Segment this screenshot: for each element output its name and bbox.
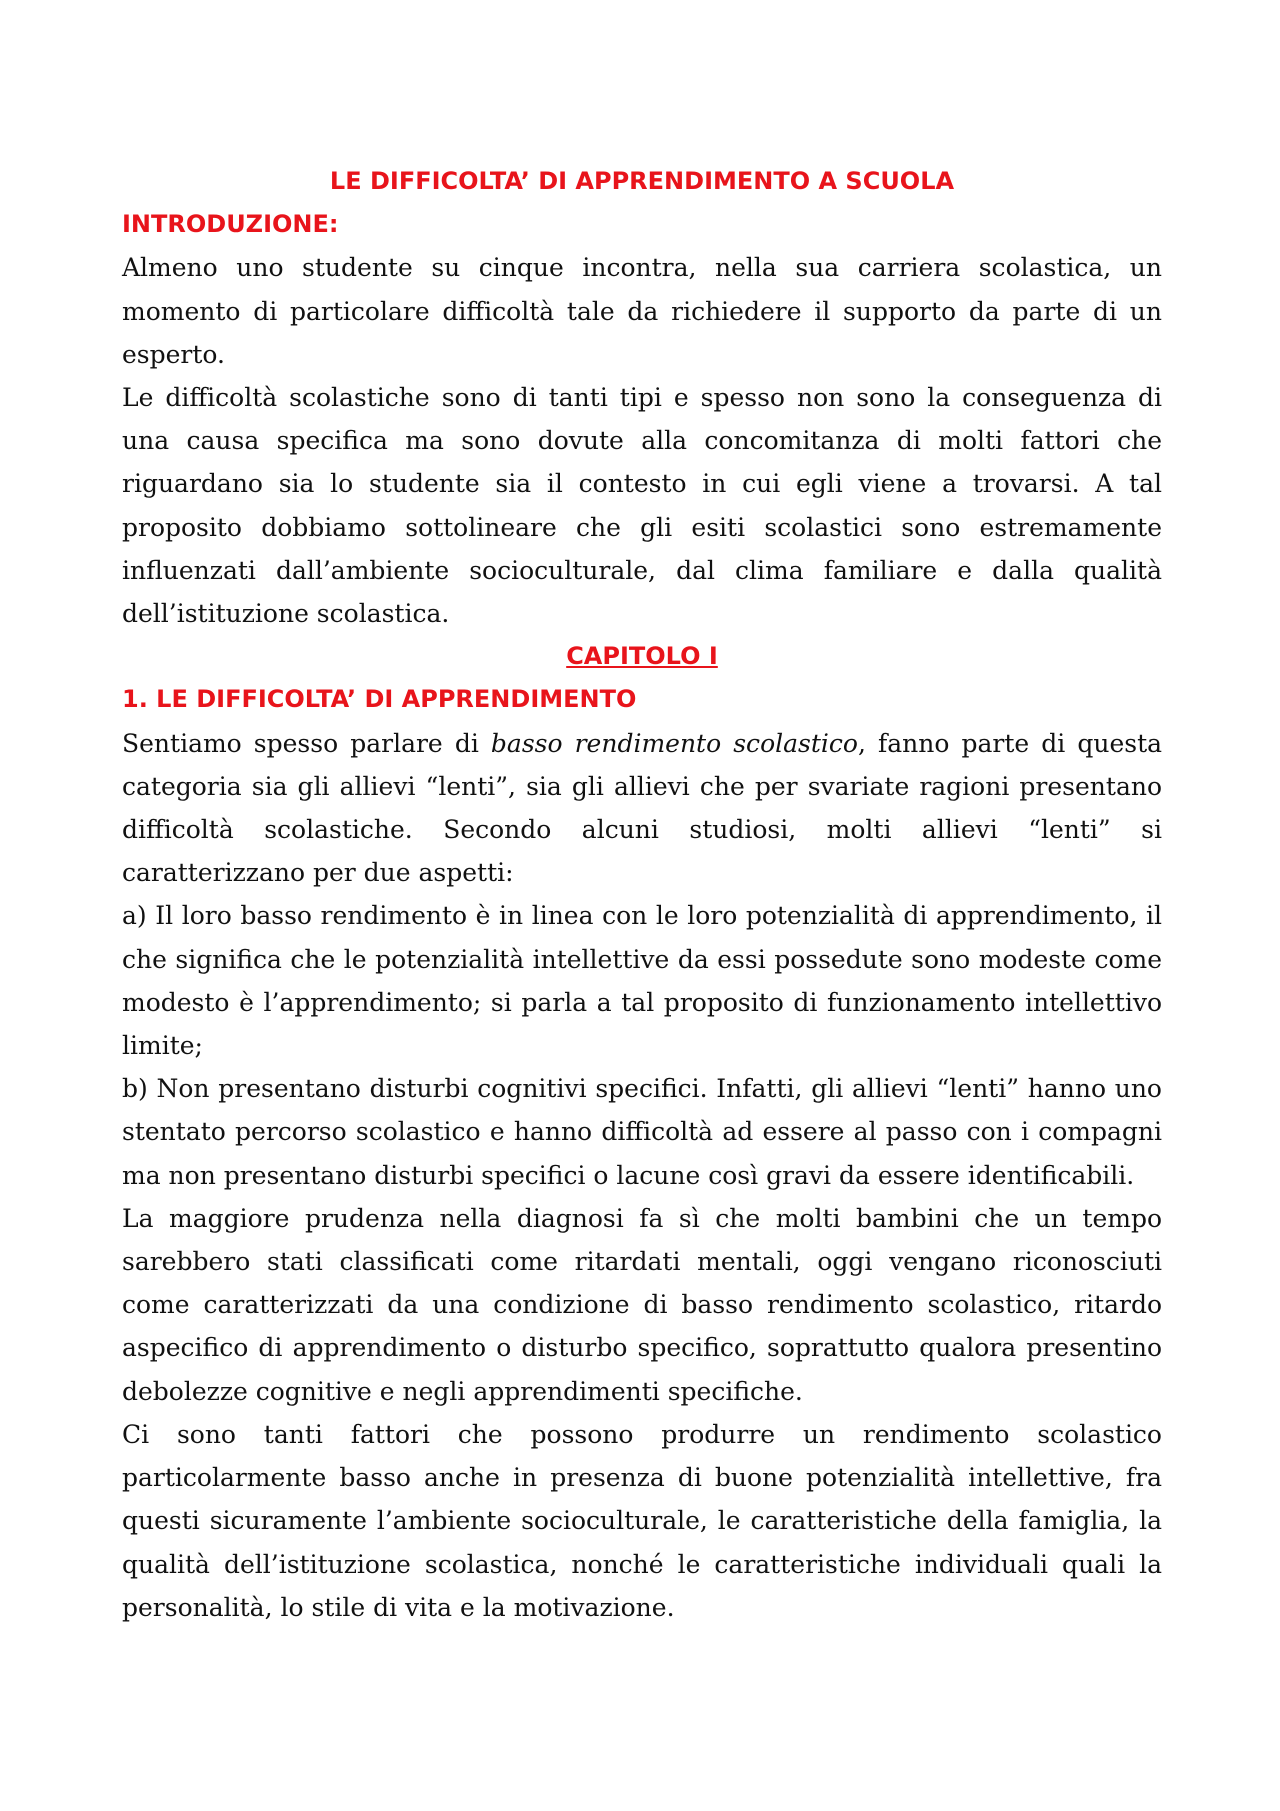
document-page	[122, 160, 1162, 1629]
section-paragraph-3: Ci sono tanti fattori che possono produrre un rendimento scolastico particolarmente basso anche in presenza di buone potenzialità intellettive, fra questi sicuramente l’ambiente socioculturale, le caratteristiche della famiglia, la qualità dell’istituzione scolastica, nonché le caratteristiche individuali quali la personalità, lo stile di vita e la motivazione.	[122, 1419, 1162, 1622]
italic-term: basso rendimento scolastico	[490, 728, 858, 758]
section-paragraph-2: La maggiore prudenza nella diagnosi fa sì che molti bambini che un tempo sarebbero stati classificati come ritardati mentali, oggi vengano riconosciuti come caratterizzati da una condizione di basso rendimento scolastico, ritardo aspecifico di apprendimento o disturbo specifico, soprattutto qualora presentino debolezze cognitive e negli apprendimenti specifiche.	[122, 1203, 1162, 1406]
chapter-heading: CAPITOLO I	[566, 642, 718, 671]
section-paragraph-1-start: Sentiamo spesso parlare di	[122, 728, 491, 758]
intro-paragraph-1: Almeno uno studente su cinque incontra, nella sua carriera scolastica, un momento di particolare difficoltà tale da richiedere il supporto da parte di un esperto.	[122, 253, 1162, 369]
section-paragraph-1-end: , fanno parte di questa categoria sia gli allievi “lenti”, sia gli allievi che per svariate ragioni presentano difficoltà scolastiche. Secondo alcuni studiosi, molti allievi “lenti” si caratterizzano per due aspetti:	[122, 728, 1163, 888]
intro-paragraph-2: Le difficoltà scolastiche sono di tanti tipi e spesso non sono la conseguenza di una causa specifica ma sono dovute alla concomitanza di molti fattori che riguardano sia lo studente sia il contesto in cui egli viene a trovarsi. A tal proposito dobbiamo sottolineare che gli esiti scolastici sono estremamente influenzati dall’ambiente socioculturale, dal clima familiare e dalla qualità dell’istituzione scolastica.	[122, 383, 1162, 629]
section-paragraph-1	[122, 722, 1162, 895]
list-item-a: a) Il loro basso rendimento è in linea con le loro potenzialità di apprendimento, il che significa che le potenzialità intellettive da essi possedute sono modeste come modesto è l’apprendimento; si parla a tal proposito di funzionamento intellettivo limite;	[122, 901, 1162, 1061]
list-item-b: b) Non presentano disturbi cognitivi specifici. Infatti, gli allievi “lenti” hanno uno stentato percorso scolastico e hanno difficoltà ad essere al passo con i compagni ma non presentano disturbi specifici o lacune così gravi da essere identificabili.	[122, 1074, 1162, 1190]
intro-heading: INTRODUZIONE:	[122, 210, 339, 239]
section-heading: 1. LE DIFFICOLTA’ DI APPRENDIMENTO	[122, 685, 637, 714]
document-title: LE DIFFICOLTA’ DI APPRENDIMENTO A SCUOLA	[329, 167, 955, 195]
